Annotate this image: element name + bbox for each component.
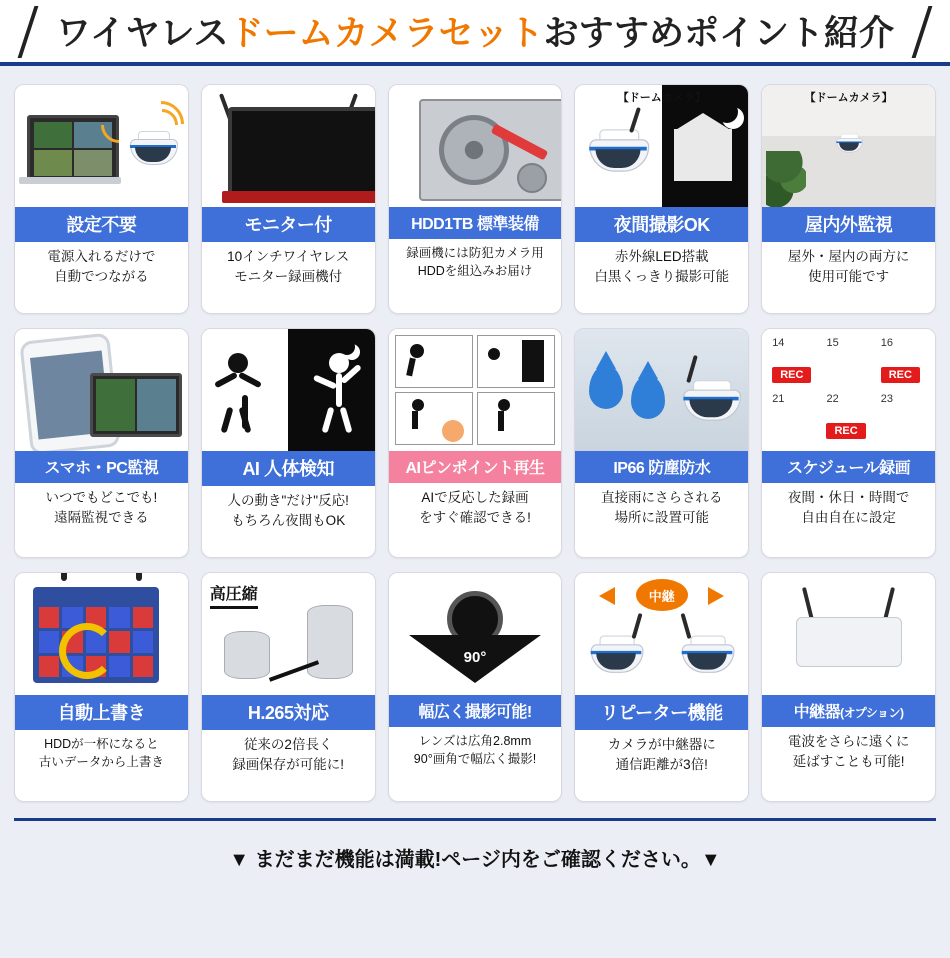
compression-label: 高圧縮 xyxy=(210,581,258,609)
schedule-day-number: 22 xyxy=(826,393,839,405)
card-desc-line2: もちろん夜間もOK xyxy=(231,512,346,528)
card-description xyxy=(575,483,748,557)
card-desc-line1: 録画機には防犯カメラ用 xyxy=(406,246,544,260)
card-desc-line1: 直接雨にさらされる xyxy=(601,490,723,505)
schedule-cell xyxy=(770,337,818,387)
schedule-day-number: 16 xyxy=(880,337,893,349)
rec-badge: REC xyxy=(772,367,811,383)
card-desc-line1: AIで反応した録画 xyxy=(421,490,529,505)
card-desc-line2: 録画保存が可能に! xyxy=(232,756,345,772)
refresh-arrow-icon xyxy=(59,623,115,679)
card-desc-line2: 遠隔監視できる xyxy=(54,509,149,525)
card-description xyxy=(389,239,562,313)
arrow-left-icon xyxy=(599,587,615,605)
feature-card-monitor-included xyxy=(201,84,376,314)
card-top-label: 【ドームカメラ】 xyxy=(804,92,893,104)
card-desc-line2: モニター録画機付 xyxy=(234,268,343,284)
card-desc-line2: 古いデータから上書き xyxy=(38,755,164,770)
storage-cylinder-icon xyxy=(224,631,270,679)
schedule-cell xyxy=(879,337,927,387)
feature-card-indoor-outdoor xyxy=(761,84,936,314)
schedule-cell xyxy=(879,393,927,443)
page-header xyxy=(0,0,950,62)
page-title-part2: おすすめポイント紹介 xyxy=(543,14,894,53)
playback-cell xyxy=(477,335,555,388)
card-desc-line1: HDDが一杯になると xyxy=(44,737,159,751)
card-description xyxy=(762,727,935,801)
rec-badge: REC xyxy=(881,367,920,383)
person-icon xyxy=(228,353,248,407)
illustration-ai-playback xyxy=(389,329,562,451)
card-desc-line2: 自動でつながる xyxy=(54,268,149,284)
schedule-grid xyxy=(770,337,927,443)
card-desc-line2: HDDを組込みお届け xyxy=(417,264,533,279)
card-description xyxy=(15,242,188,313)
card-title: H.265対応 xyxy=(202,695,375,730)
feature-card-repeater-option xyxy=(761,572,936,802)
schedule-cell xyxy=(770,393,818,443)
card-title: 自動上書き xyxy=(15,695,188,730)
card-title: 設定不要 xyxy=(15,207,188,242)
page-title-part1: ワイヤレス xyxy=(56,14,229,53)
playback-cell xyxy=(395,335,473,388)
card-desc-line1: 10インチワイヤレス xyxy=(227,249,350,264)
card-desc-line2: 通信距離が3倍! xyxy=(615,756,708,772)
card-description xyxy=(575,730,748,801)
card-title-suffix: (オプション) xyxy=(840,706,904,720)
feature-card-auto-overwrite xyxy=(14,572,189,802)
card-desc-line1: レンズは広角2.8mm xyxy=(418,734,532,748)
rec-badge: REC xyxy=(826,423,865,439)
card-title: AI 人体検知 xyxy=(202,451,375,486)
playback-cell xyxy=(395,392,473,445)
card-desc-line2: 自由自在に設定 xyxy=(801,509,896,525)
relay-device-icon xyxy=(796,617,902,667)
card-desc-line1: 従来の2倍長く xyxy=(243,737,333,752)
feature-card-repeater-function xyxy=(574,572,749,802)
feature-card-ip66 xyxy=(574,328,749,558)
illustration-repeater xyxy=(575,573,748,695)
card-description xyxy=(389,483,562,557)
card-title: モニター付 xyxy=(202,207,375,242)
illustration-ceiling-camera xyxy=(762,85,935,207)
storage-cylinder-icon xyxy=(307,605,353,679)
card-desc-line1: いつでもどこでも! xyxy=(45,490,158,505)
footer-note: ▼ まだまだ機能は満載!ページ内をご確認ください。▼ xyxy=(229,849,721,871)
illustration-rain xyxy=(575,329,748,451)
calendar-ring-icon xyxy=(136,573,142,581)
feature-card-smartphone-pc xyxy=(14,328,189,558)
monitor-base xyxy=(19,177,121,184)
illustration-phone-pc xyxy=(15,329,188,451)
card-desc-line1: 屋外・屋内の両方に xyxy=(787,249,910,264)
card-desc-line1: 電波をさらに遠くに xyxy=(787,734,910,749)
page-footer xyxy=(0,818,950,872)
card-title xyxy=(762,695,935,727)
card-desc-line1: 人の動き"だけ"反応! xyxy=(227,493,349,508)
schedule-day-number: 23 xyxy=(880,393,893,405)
illustration-wide-angle xyxy=(389,573,562,695)
feature-card-wide-angle xyxy=(388,572,563,802)
feature-card-night-vision xyxy=(574,84,749,314)
antenna-icon xyxy=(883,587,895,621)
feature-card-hdd-1tb xyxy=(388,84,563,314)
card-description xyxy=(202,730,375,801)
card-desc-line1: カメラが中継器に xyxy=(607,737,716,752)
monitor-screen xyxy=(228,107,375,199)
card-title: スマホ・PC監視 xyxy=(15,451,188,483)
card-desc-line2: 白黒くっきり撮影可能 xyxy=(594,268,730,284)
illustration-ai-human xyxy=(202,329,375,451)
card-description xyxy=(762,483,935,557)
card-description xyxy=(15,730,188,801)
person-icon xyxy=(329,353,349,407)
dome-camera-icon xyxy=(591,633,642,670)
relay-badge: 中継 xyxy=(636,579,688,611)
page-title xyxy=(56,6,894,56)
laptop-icon xyxy=(90,373,182,437)
feature-card-h265 xyxy=(201,572,376,802)
schedule-day-number: 14 xyxy=(772,337,785,349)
card-description xyxy=(762,242,935,313)
schedule-cell xyxy=(824,337,872,387)
feature-card-schedule-recording xyxy=(761,328,936,558)
card-description xyxy=(202,242,375,313)
illustration-schedule xyxy=(762,329,935,451)
card-title xyxy=(389,451,562,483)
illustration-laptop-camera xyxy=(15,85,188,207)
feature-card-ai-pinpoint-playback xyxy=(388,328,563,558)
illustration-relay-box xyxy=(762,573,935,695)
card-desc-line1: 夜間・休日・時間で xyxy=(787,490,910,505)
antenna-icon xyxy=(802,587,814,621)
card-title: 幅広く撮影可能! xyxy=(389,695,562,727)
card-desc-line2: 場所に設置可能 xyxy=(614,509,710,525)
illustration-nvr-monitor xyxy=(202,85,375,207)
card-title: 夜間撮影OK xyxy=(575,207,748,242)
feature-grid xyxy=(0,66,950,802)
card-title: リピーター機能 xyxy=(575,695,748,730)
dome-camera-icon xyxy=(684,378,739,419)
schedule-day-number: 21 xyxy=(772,393,785,405)
dome-camera-icon xyxy=(836,133,861,152)
playback-cell xyxy=(477,392,555,445)
schedule-day-number: 15 xyxy=(826,337,839,349)
illustration-hdd xyxy=(389,85,562,207)
feature-card-ai-human-detect xyxy=(201,328,376,558)
calendar-ring-icon xyxy=(61,573,67,581)
hard-disk-icon xyxy=(419,99,562,201)
card-desc-line1: 電源入れるだけで xyxy=(47,249,156,264)
card-title: 屋内外監視 xyxy=(762,207,935,242)
illustration-night xyxy=(575,85,748,207)
card-description xyxy=(15,483,188,557)
card-title: スケジュール録画 xyxy=(762,451,935,483)
card-desc-line2: 延ばすことも可能! xyxy=(792,753,905,769)
arrow-right-icon xyxy=(708,587,724,605)
card-title-text: 中継器 xyxy=(793,704,841,721)
house-icon xyxy=(674,129,732,181)
card-title: HDD1TB 標準装備 xyxy=(389,207,562,239)
card-top-label: 【ドームカメラ】 xyxy=(617,92,706,104)
illustration-compression xyxy=(202,573,375,695)
angle-label: 90° xyxy=(463,649,487,666)
schedule-cell xyxy=(824,393,872,443)
card-description xyxy=(575,242,748,313)
card-desc-line2: をすぐ確認できる! xyxy=(419,509,531,525)
card-description xyxy=(202,486,375,557)
plant-icon xyxy=(766,151,806,207)
dome-camera-icon xyxy=(682,633,733,670)
card-title-text: AIピンポイント再生 xyxy=(405,460,545,477)
recorder-body xyxy=(222,191,375,203)
card-title: IP66 防塵防水 xyxy=(575,451,748,483)
illustration-calendar-overwrite xyxy=(15,573,188,695)
header-slash-left xyxy=(18,6,39,58)
page-title-accent: ドームカメラセット xyxy=(228,14,544,53)
header-slash-right xyxy=(912,6,933,58)
card-desc-line1: 赤外線LED搭載 xyxy=(614,249,709,264)
card-desc-line2: 使用可能です xyxy=(808,268,890,284)
dome-camera-icon xyxy=(590,127,648,170)
card-description xyxy=(389,727,562,801)
card-desc-line2: 90°画角で幅広く撮影! xyxy=(413,752,537,767)
feature-card-setup-free xyxy=(14,84,189,314)
